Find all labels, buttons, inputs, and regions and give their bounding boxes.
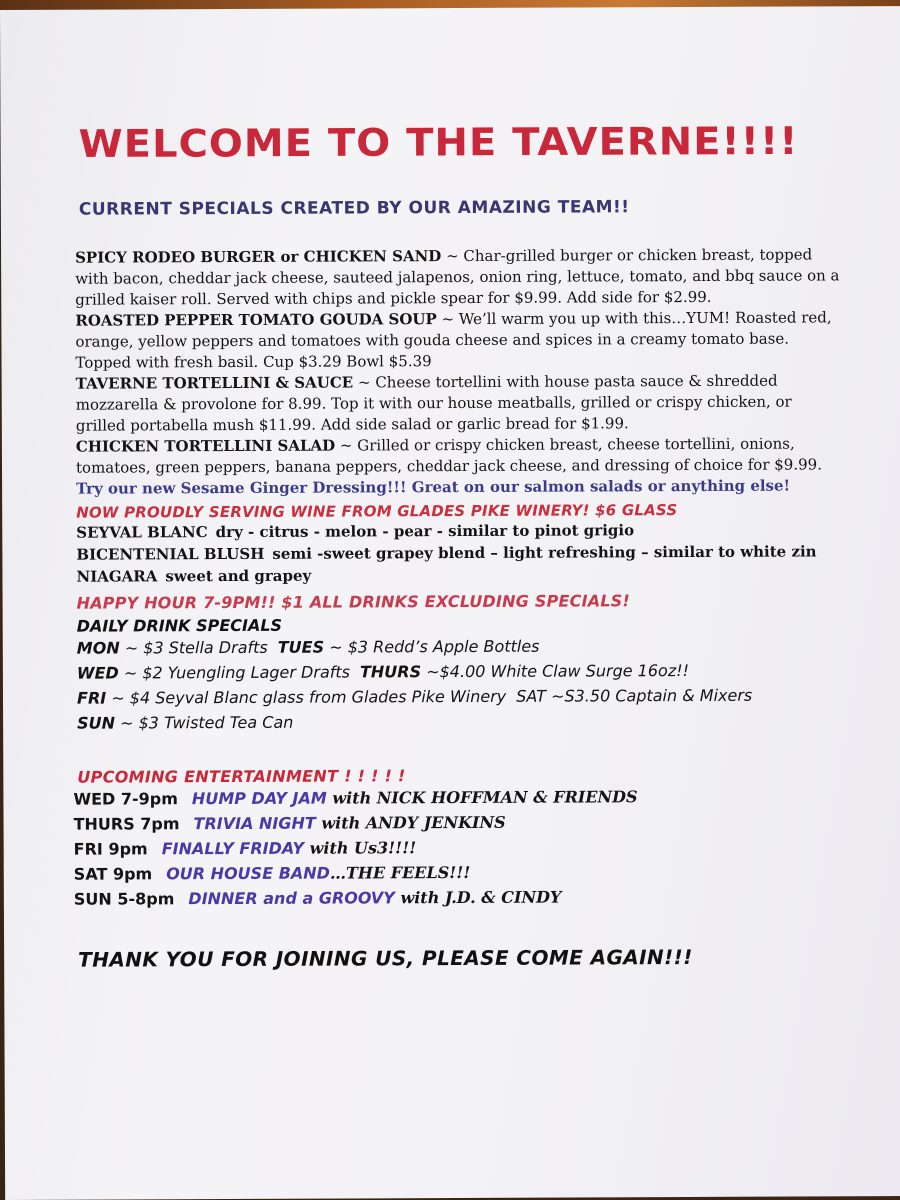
page-title: WELCOME TO THE TAVERNE!!!! <box>78 119 799 167</box>
entertainment-row <box>74 883 848 911</box>
wine-item <box>76 540 846 565</box>
menu-content <box>74 118 848 971</box>
wine-name: NIAGARA <box>76 567 158 586</box>
wine-description: sweet and grapey <box>165 566 312 586</box>
event-performer: with J.D. & CINDY <box>394 887 562 908</box>
happy-hour-banner: HAPPY HOUR 7-9PM!! $1 ALL DRINKS EXCLUDING SPECIALS! <box>76 591 630 613</box>
drink-special: SAT ~S3.50 Captain & Mixers <box>516 685 753 706</box>
event-time: FRI 9pm <box>73 839 148 859</box>
specials-list <box>75 244 846 499</box>
special-description: ~ Cheese tortellini with house pasta sauce & shredded mozzarella & provolone for 8.99. Top it with our house meatballs, grilled or crispy chicken, or grilled portabella mush $11.99. Add side salad or garlic bread for $1.99. <box>75 371 792 435</box>
wine-name: SEYVAL BLANC <box>76 523 208 542</box>
special-description: ~ We’ll warm you up with this…YUM! Roasted red, orange, yellow peppers and tomatoes with gouda cheese and spices in a creamy tomato base. Topped with fresh basil. Cup $3.29 Bowl $5.39 <box>75 308 832 372</box>
entertainment-row <box>73 783 847 811</box>
special-name: ROASTED PEPPER TOMATO GOUDA SOUP <box>75 310 437 330</box>
event-title: FINALLY FRIDAY <box>161 838 305 859</box>
wine-description: dry - citrus - melon - pear - similar to pinot grigio <box>215 521 635 542</box>
special-item <box>75 244 845 310</box>
wine-item <box>76 562 846 587</box>
drink-day: SUN <box>77 713 116 733</box>
drink-day: TUES <box>277 637 325 657</box>
drink-row <box>77 707 847 735</box>
event-time: SUN 5-8pm <box>73 889 175 909</box>
special-description: ~ Grilled or crispy chicken breast, cheese tortellini, onions, tomatoes, green peppers, banana peppers, cheddar jack cheese, and dressing of choice for $9.99. <box>75 434 822 477</box>
event-time: THURS 7pm <box>73 814 180 834</box>
wine-heading: NOW PROUDLY SERVING WINE FROM GLADES PIKE WINERY! $6 GLASS <box>76 501 678 522</box>
special-item <box>76 370 846 436</box>
daily-drink-heading: DAILY DRINK SPECIALS <box>76 615 283 636</box>
entertainment-heading: UPCOMING ENTERTAINMENT ! ! ! ! ! <box>77 766 406 787</box>
drink-special: ~ $2 Yuengling Lager Drafts <box>118 662 351 683</box>
drink-special: ~ $4 Seyval Blanc glass from Glades Pike Winery <box>106 686 507 708</box>
drink-day: THURS <box>359 662 422 682</box>
drink-row <box>77 682 847 710</box>
special-name: CHICKEN TORTELLINI SALAD <box>75 436 336 456</box>
special-item <box>76 433 846 478</box>
drink-special: ~ $3 Stella Drafts <box>119 637 268 658</box>
special-name: SPICY RODEO BURGER or CHICKEN SAND <box>75 247 442 267</box>
menu-sheet <box>0 6 900 1200</box>
closing-message: THANK YOU FOR JOINING US, PLEASE COME AGAIN!!! <box>78 944 693 972</box>
special-item <box>75 307 845 373</box>
special-name: TAVERNE TORTELLINI & SAUCE <box>75 373 354 393</box>
dressing-note: Try our new Sesame Ginger Dressing!!! Great on our salmon salads or anything else! <box>76 476 791 498</box>
drink-special: ~ $3 Twisted Tea Can <box>114 712 294 733</box>
special-description: ~ Char-grilled burger or chicken breast, topped with bacon, cheddar jack cheese, sauteed jalapenos, onion ring, lettuce, tomato, and bbq sauce on a grilled kaiser roll. Served with chips and pickle spear for $9.99. Add side for $2.99. <box>75 245 840 309</box>
event-performer: with ANDY JENKINS <box>315 812 506 833</box>
event-title: HUMP DAY JAM <box>191 788 327 809</box>
event-time: WED 7-9pm <box>73 789 178 809</box>
wine-name: BICENTENIAL BLUSH <box>76 544 265 564</box>
drink-row <box>77 632 847 660</box>
event-title: OUR HOUSE BAND <box>166 863 330 884</box>
drink-day: FRI <box>76 688 107 708</box>
drink-special: ~ $3 Redd’s Apple Bottles <box>324 636 540 657</box>
event-performer: with Us3!!!! <box>303 838 417 858</box>
entertainment-row <box>74 833 848 861</box>
event-title: DINNER and a GROOVY <box>188 888 395 909</box>
wine-description: semi -sweet grapey blend – light refreshing – similar to white zin <box>272 542 817 563</box>
event-performer: …THE FEELS!!! <box>329 862 471 883</box>
drink-day: MON <box>76 638 120 658</box>
drink-special: ~$4.00 White Claw Surge 16oz!! <box>421 660 690 682</box>
event-title: TRIVIA NIGHT <box>193 813 316 834</box>
entertainment-row <box>74 858 848 886</box>
drink-row <box>77 657 847 685</box>
event-time: SAT 9pm <box>73 864 153 884</box>
entertainment-row <box>73 808 847 836</box>
event-performer: with NICK HOFFMAN & FRIENDS <box>326 787 638 808</box>
drink-day: WED <box>76 663 119 683</box>
specials-subtitle: CURRENT SPECIALS CREATED BY OUR AMAZING TEAM!! <box>78 197 630 220</box>
